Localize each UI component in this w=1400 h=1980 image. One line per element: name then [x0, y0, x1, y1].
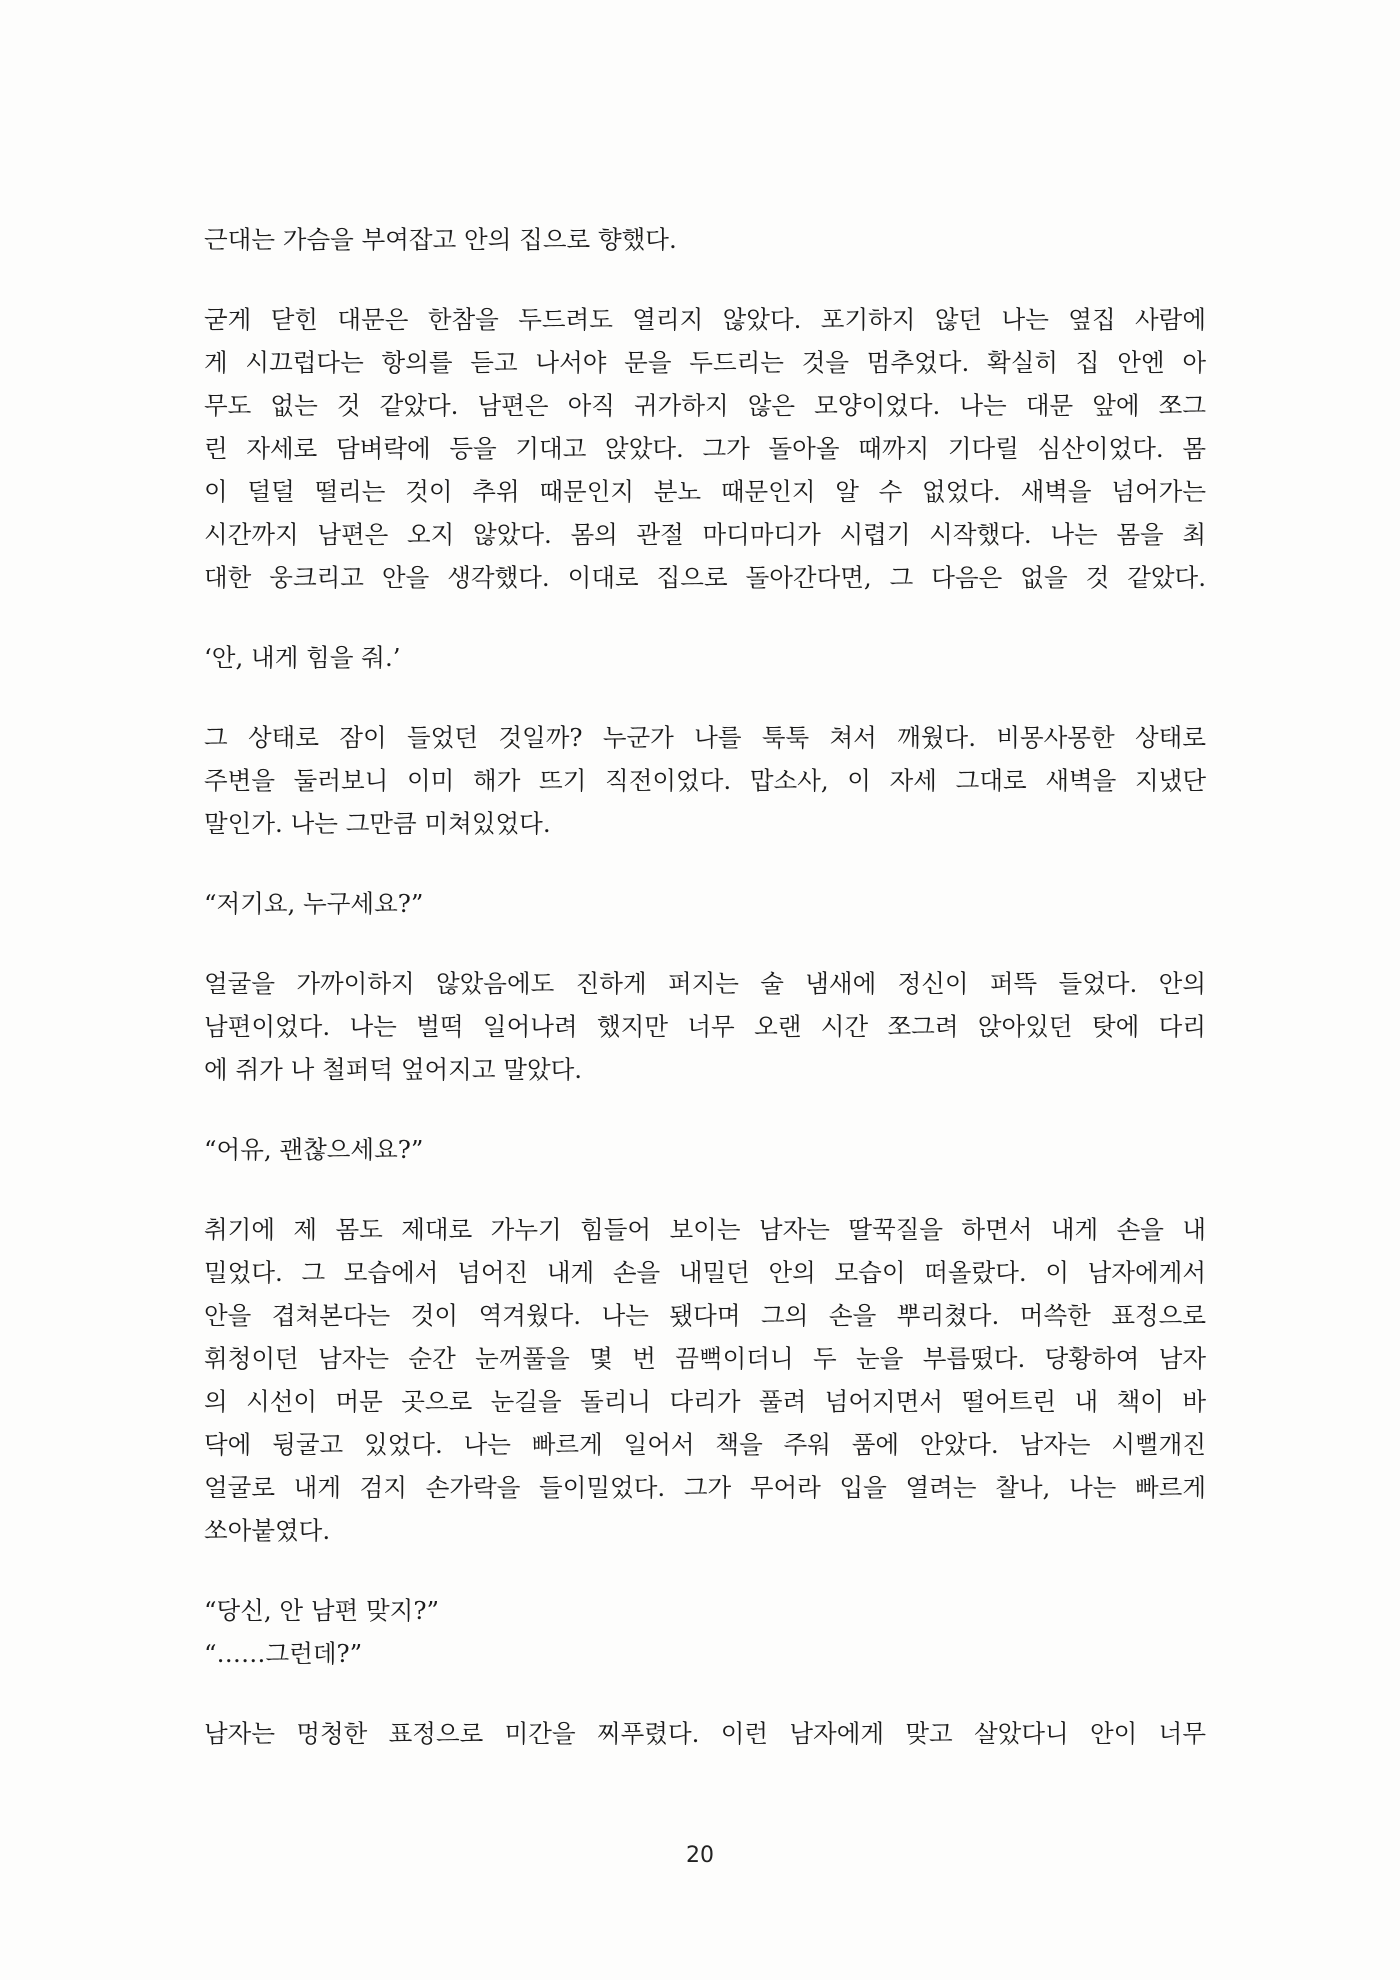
- paragraph-gap: [204, 1552, 1206, 1589]
- text-line: ‘안, 내게 힘을 줘.’: [204, 643, 401, 672]
- text-line: 남자는 멍청한 표정으로 미간을 찌푸렸다. 이런 남자에게 맞고 살았다니 안이 너무: [204, 1719, 1206, 1748]
- paragraph: [204, 962, 1206, 1091]
- paragraph-gap: [204, 925, 1206, 962]
- text-line: 남편이었다. 나는 벌떡 일어나려 했지만 너무 오랜 시간 쪼그려 앉아있던 탓에 다리: [204, 1012, 1206, 1041]
- text-line: 무도 없는 것 같았다. 남편은 아직 귀가하지 않은 모양이었다. 나는 대문 앞에 쪼그: [204, 391, 1206, 420]
- paragraph: [204, 1128, 1206, 1171]
- text-line: 얼굴로 내게 검지 손가락을 들이밀었다. 그가 무어라 입을 열려는 찰나, 나는 빠르게: [204, 1473, 1206, 1502]
- text-line: 린 자세로 담벼락에 등을 기대고 앉았다. 그가 돌아올 때까지 기다릴 심산이었다. 몸: [204, 434, 1206, 463]
- text-line: 근대는 가슴을 부여잡고 안의 집으로 향했다.: [204, 225, 677, 254]
- paragraph-gap: [204, 1091, 1206, 1128]
- text-line: 닥에 뒹굴고 있었다. 나는 빠르게 일어서 책을 주워 품에 안았다. 남자는 시뻘개진: [204, 1430, 1206, 1459]
- paragraph-gap: [204, 261, 1206, 298]
- body-text: [204, 218, 1206, 1755]
- paragraph-gap: [204, 1171, 1206, 1208]
- paragraph-gap: [204, 599, 1206, 636]
- text-line: 의 시선이 머문 곳으로 눈길을 돌리니 다리가 풀려 넘어지면서 떨어트린 내 책이 바: [204, 1387, 1206, 1416]
- text-line: 시간까지 남편은 오지 않았다. 몸의 관절 마디마디가 시렵기 시작했다. 나는 몸을 최: [204, 520, 1206, 549]
- text-line: 에 쥐가 나 철퍼덕 엎어지고 말았다.: [204, 1055, 583, 1084]
- text-line: 굳게 닫힌 대문은 한참을 두드려도 열리지 않았다. 포기하지 않던 나는 옆집 사람에: [204, 305, 1206, 334]
- paragraph: [204, 1712, 1206, 1755]
- paragraph: [204, 882, 1206, 925]
- text-line: “저기요, 누구세요?”: [204, 889, 424, 918]
- text-line: 대한 웅크리고 안을 생각했다. 이대로 집으로 돌아간다면, 그 다음은 없을 것 같았다.: [204, 563, 1206, 592]
- text-line: 취기에 제 몸도 제대로 가누기 힘들어 보이는 남자는 딸꾹질을 하면서 내게 손을 내: [204, 1215, 1206, 1244]
- text-line: “……그런데?”: [204, 1639, 363, 1668]
- paragraph: [204, 298, 1206, 599]
- paragraph-gap: [204, 845, 1206, 882]
- text-line: “어유, 괜찮으세요?”: [204, 1135, 424, 1164]
- paragraph: [204, 1208, 1206, 1552]
- text-line: 게 시끄럽다는 항의를 듣고 나서야 문을 두드리는 것을 멈추었다. 확실히 집 안엔 아: [204, 348, 1206, 377]
- text-line: 말인가. 나는 그만큼 미쳐있었다.: [204, 809, 551, 838]
- text-line: 안을 겹쳐본다는 것이 역겨웠다. 나는 됐다며 그의 손을 뿌리쳤다. 머쓱한 표정으로: [204, 1301, 1206, 1330]
- text-line: 그 상태로 잠이 들었던 것일까? 누군가 나를 툭툭 쳐서 깨웠다. 비몽사몽한 상태로: [204, 723, 1206, 752]
- paragraph: [204, 716, 1206, 845]
- text-line: 주변을 둘러보니 이미 해가 뜨기 직전이었다. 맙소사, 이 자세 그대로 새벽을 지냈단: [204, 766, 1206, 795]
- text-line: 밀었다. 그 모습에서 넘어진 내게 손을 내밀던 안의 모습이 떠올랐다. 이 남자에게서: [204, 1258, 1206, 1287]
- paragraph-gap: [204, 679, 1206, 716]
- paragraph-gap: [204, 1675, 1206, 1712]
- paragraph: [204, 636, 1206, 679]
- paragraph: [204, 218, 1206, 261]
- text-line: 휘청이던 남자는 순간 눈꺼풀을 몇 번 끔뻑이더니 두 눈을 부릅떴다. 당황하여 남자: [204, 1344, 1206, 1373]
- text-line: “당신, 안 남편 맞지?”: [204, 1596, 440, 1625]
- text-line: 이 덜덜 떨리는 것이 추위 때문인지 분노 때문인지 알 수 없었다. 새벽을 넘어가는: [204, 477, 1206, 506]
- text-line: 얼굴을 가까이하지 않았음에도 진하게 퍼지는 술 냄새에 정신이 퍼뜩 들었다. 안의: [204, 969, 1206, 998]
- page-number: 20: [686, 1843, 714, 1868]
- paragraph: [204, 1589, 1206, 1675]
- text-line: 쏘아붙였다.: [204, 1516, 331, 1545]
